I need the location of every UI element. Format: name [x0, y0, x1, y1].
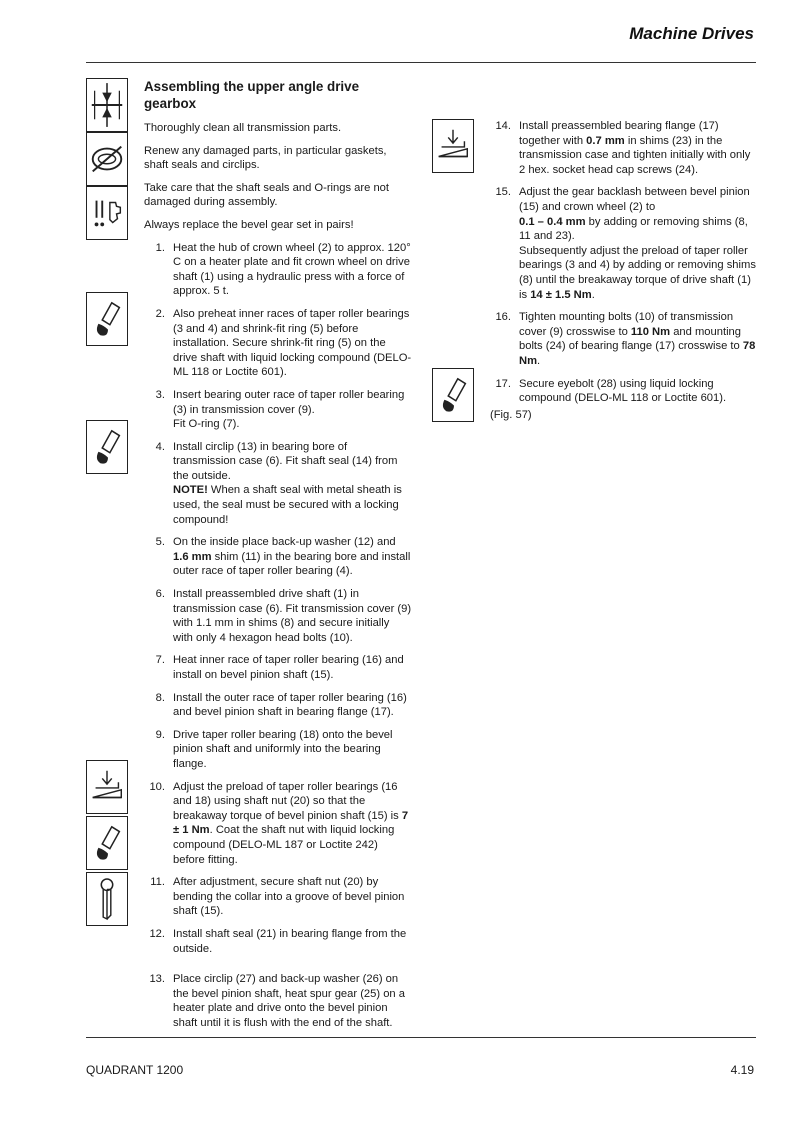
- step-text-part: Adjust the gear backlash between bevel pinion (15) and crown wheel (2) to: [519, 186, 750, 213]
- step-text-line: Fit O-ring (7).: [173, 418, 240, 431]
- step-item: [144, 728, 412, 772]
- step-number: 15.: [495, 186, 511, 199]
- step-item: [144, 875, 412, 919]
- intro-paragraph: Renew any damaged parts, in particular gaskets, shaft seals and circlips.: [144, 144, 387, 172]
- step-item: [490, 119, 758, 177]
- step-item: [144, 388, 412, 432]
- intro-paragraph: Thoroughly clean all transmission parts.: [144, 122, 342, 134]
- page-header-title: Machine Drives: [629, 24, 754, 43]
- step-text: Install preassembled drive shaft (1) in transmission case (6). Fit transmission cover (9) with 1.1 mm in shims (8) and secure initially with only 4 hexagon head bolts (10).: [173, 588, 412, 644]
- step-text: [173, 440, 412, 528]
- step-text-part: On the inside place back-up washer (12) and: [173, 536, 396, 549]
- step-text: [519, 185, 758, 302]
- step-number: 8.: [155, 691, 165, 704]
- step-text-line: Install circlip (13) in bearing bore of transmission case (6). Fit shaft seal (14) from the outside.: [173, 440, 398, 482]
- step-number: 5.: [155, 536, 165, 549]
- step-item: [144, 972, 412, 1030]
- step-item: [144, 535, 412, 579]
- step-value: 78 Nm: [519, 340, 756, 367]
- split-pin-icon: [86, 872, 128, 926]
- step-number: 7.: [155, 654, 165, 667]
- step-text-part: . Coat the shaft nut with liquid locking compound (DELO-ML 187 or Loctite 242) before fitting.: [173, 824, 395, 866]
- step-text-part: by adding or removing shims (8, 11 and 23).: [519, 215, 748, 243]
- locking-compound-icon: [432, 368, 474, 422]
- step-text: [173, 780, 412, 868]
- torque-adjust-icon: [86, 760, 128, 814]
- step-text-line: Insert bearing outer race of taper roller bearing (3) in transmission cover (9).: [173, 388, 405, 416]
- figure-reference: (Fig. 57): [490, 408, 532, 421]
- step-text: Secure eyebolt (28) using liquid locking compound (DELO-ML 118 or Loctite 601).: [519, 377, 727, 405]
- step-number: 2.: [155, 307, 165, 320]
- step-number: 14.: [495, 120, 511, 132]
- step-number: 16.: [495, 311, 511, 324]
- step-text: Place circlip (27) and back-up washer (26) on the bevel pinion shaft, heat spur gear (25) on a heater plate and drive onto the bevel pinion shaft until it is flush with the end of the shaft.: [173, 973, 405, 1029]
- locking-compound-icon: [86, 420, 128, 474]
- step-value: 0.7 mm: [586, 134, 625, 147]
- step-value: 110 Nm: [630, 325, 671, 338]
- step-text: [519, 119, 758, 177]
- note-text: When a shaft seal with metal sheath is used, the seal must be secured with a locking compound!: [173, 484, 402, 526]
- step-number: 1.: [155, 241, 165, 254]
- step-text: Install shaft seal (21) in bearing flange from the outside.: [173, 927, 407, 955]
- step-item: [144, 780, 412, 868]
- gasket-replace-icon: [86, 132, 128, 186]
- intro-paragraph: Take care that the shaft seals and O-rings are not damaged during assembly.: [144, 181, 390, 209]
- locking-compound-icon: [86, 816, 128, 870]
- step-number: 17.: [495, 377, 511, 390]
- step-item: [144, 440, 412, 528]
- step-text-part: Subsequently adjust the preload of taper roller bearings (3 and 4) by adding or removing shims (8) until the breakaway torque of drive shaft (1) is: [519, 244, 756, 301]
- step-text-part: and mounting bolts (24) of bearing flange (17) crosswise to: [519, 325, 743, 353]
- step-item: [144, 241, 412, 299]
- intro-paragraph: Always replace the bevel gear set in pairs!: [144, 218, 354, 231]
- header-rule: [86, 62, 756, 63]
- right-column: [490, 119, 758, 422]
- footer-rule: [86, 1037, 756, 1038]
- step-number: 6.: [155, 588, 165, 601]
- step-text: Heat inner race of taper roller bearing (16) and install on bevel pinion shaft (15).: [173, 654, 404, 681]
- step-number: 13.: [149, 973, 165, 986]
- section-title: Assembling the upper angle drive gearbox: [144, 79, 360, 111]
- step-number: 9.: [155, 728, 165, 741]
- step-number: 4.: [155, 440, 165, 453]
- step-number: 11.: [150, 876, 165, 889]
- step-item: [144, 587, 412, 645]
- step-text: [173, 388, 412, 432]
- damage-warning-icon: [86, 186, 128, 240]
- step-text: Also preheat inner races of taper roller bearings (3 and 4) and shrink-fit ring (5) before installation. Secure shrink-fit ring (5) on the drive shaft with liquid locking compound (DELO-ML 118 or Loctite 601).: [173, 307, 412, 379]
- footer-product-name: QUADRANT 1200: [86, 1063, 184, 1077]
- step-value: 7 ± 1 Nm: [173, 809, 409, 837]
- step-item: [144, 691, 412, 720]
- step-text-part: .: [591, 288, 595, 301]
- step-number: 3.: [155, 388, 165, 401]
- note-label: NOTE!: [173, 484, 208, 497]
- left-column: [144, 78, 412, 1038]
- step-value: 0.1 – 0.4 mm: [519, 215, 586, 228]
- step-value: 1.6 mm: [173, 550, 212, 563]
- step-item: [490, 185, 758, 302]
- step-item: [144, 653, 412, 682]
- step-item: [490, 377, 758, 406]
- step-text: [173, 535, 412, 579]
- step-text: Drive taper roller bearing (18) onto the bevel pinion shaft and uniformly into the bearing flange.: [173, 728, 393, 770]
- step-item: [490, 310, 758, 368]
- step-text: After adjustment, secure shaft nut (20) by bending the collar into a groove of bevel pinion shaft (15).: [173, 876, 405, 918]
- step-value: 14 ± 1.5 Nm: [530, 288, 592, 301]
- locking-compound-icon: [86, 292, 128, 346]
- step-text: Heat the hub of crown wheel (2) to approx. 120° C on a heater plate and fit crown wheel on drive shaft (1) using a hydraulic press with a force of approx. 5 t.: [173, 241, 411, 298]
- step-item: [144, 307, 412, 380]
- page-number: 4.19: [730, 1063, 754, 1077]
- step-text-part: Tighten mounting bolts (10) of transmission cover (9) crosswise to: [519, 311, 734, 338]
- torque-adjust-icon: [432, 119, 474, 173]
- press-icon: [86, 78, 128, 132]
- step-text-part: Install preassembled bearing flange (17) together with: [519, 120, 719, 147]
- step-item: [144, 927, 412, 956]
- step-text-part: in shims (23) in the transmission case and tighten initially with only 2 hex. socket head cap screws (24).: [519, 134, 751, 176]
- step-text: Install the outer race of taper roller bearing (16) and bevel pinion shaft in bearing flange (17).: [173, 691, 407, 719]
- step-text-part: .: [537, 354, 541, 367]
- step-text-part: shim (11) in the bearing bore and install outer race of taper roller bearing (4).: [173, 550, 411, 578]
- step-number: 12.: [149, 927, 165, 940]
- step-text-part: Adjust the preload of taper roller bearings (16 and 18) using shaft nut (20) so that the breakaway torque of bevel pinion shaft (15) is: [173, 780, 402, 822]
- step-text: [519, 310, 758, 368]
- step-number: 10.: [149, 780, 165, 793]
